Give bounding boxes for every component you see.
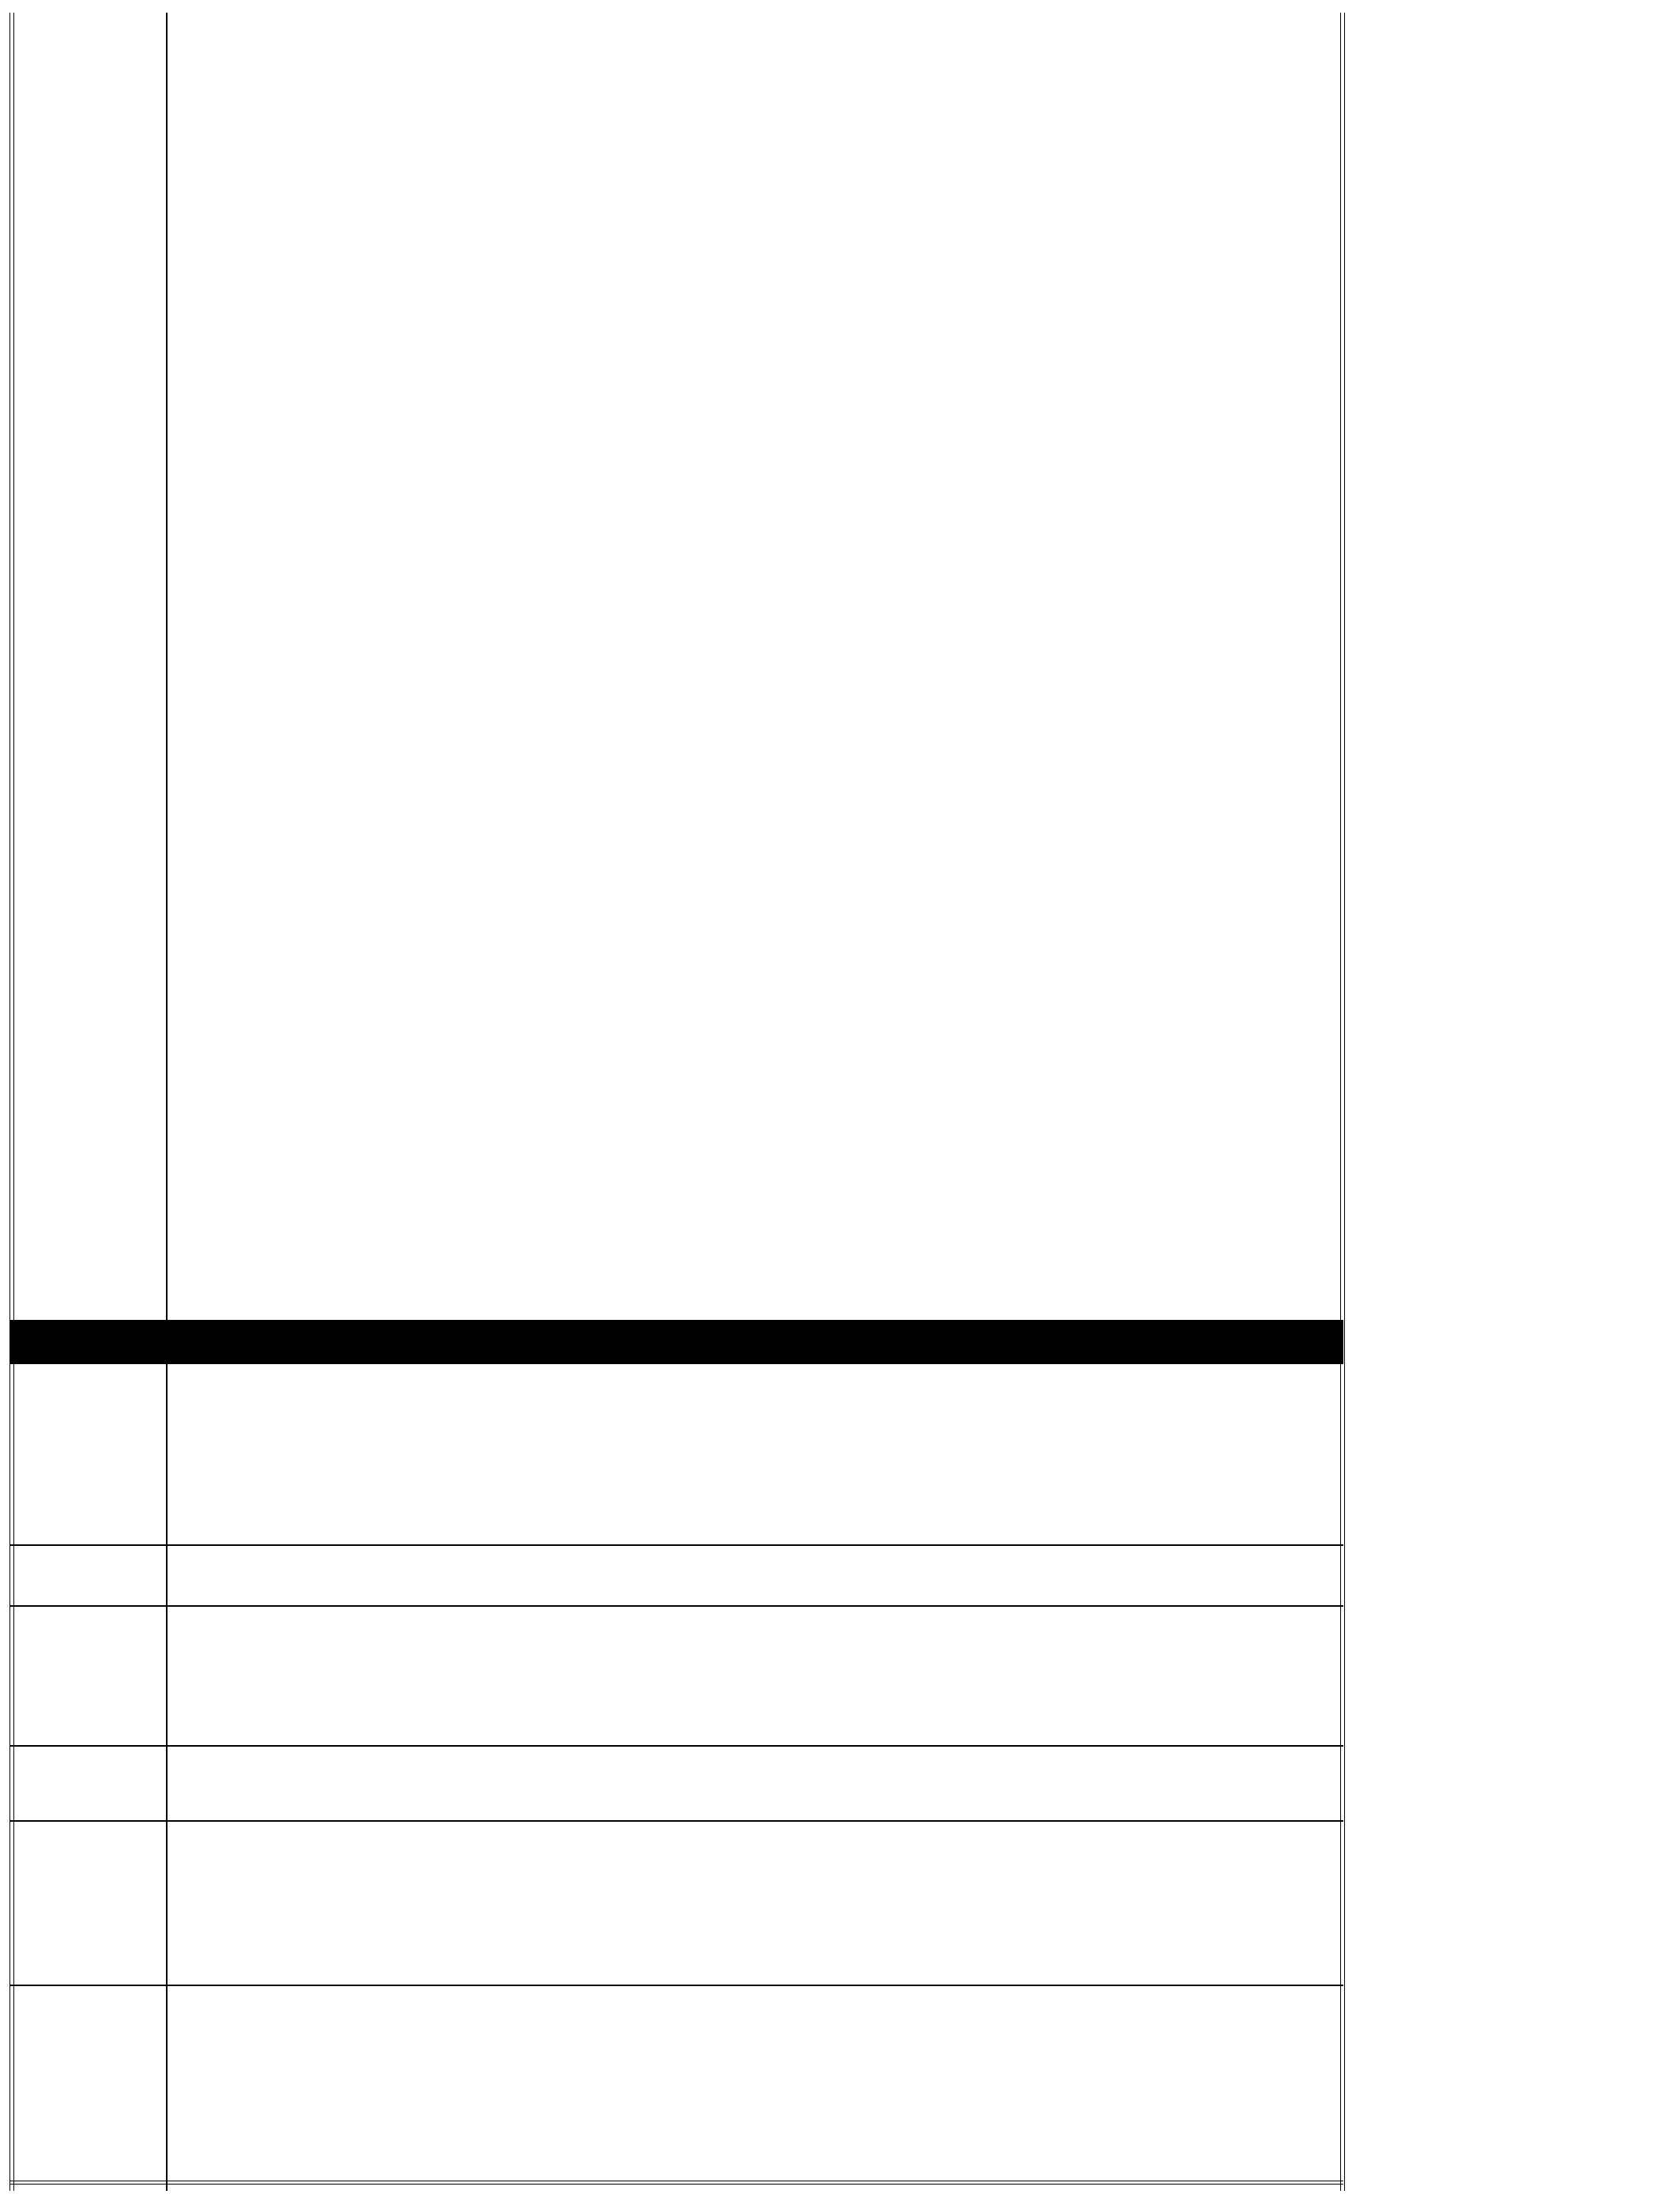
col-divider bbox=[9, 1985, 1343, 1986]
header-separator bbox=[166, 13, 168, 2191]
table-border-bottom bbox=[9, 2181, 1343, 2185]
col-divider bbox=[9, 1820, 1343, 1822]
col-divider bbox=[9, 1544, 1343, 1546]
col-divider bbox=[9, 1745, 1343, 1747]
table-border-right bbox=[1340, 13, 1345, 2191]
col-divider bbox=[9, 1605, 1343, 1607]
table-border-left bbox=[9, 13, 14, 2191]
col-divider bbox=[9, 1320, 1343, 1321]
col-divider bbox=[9, 1363, 1343, 1364]
col-divider bbox=[9, 1324, 1343, 1325]
